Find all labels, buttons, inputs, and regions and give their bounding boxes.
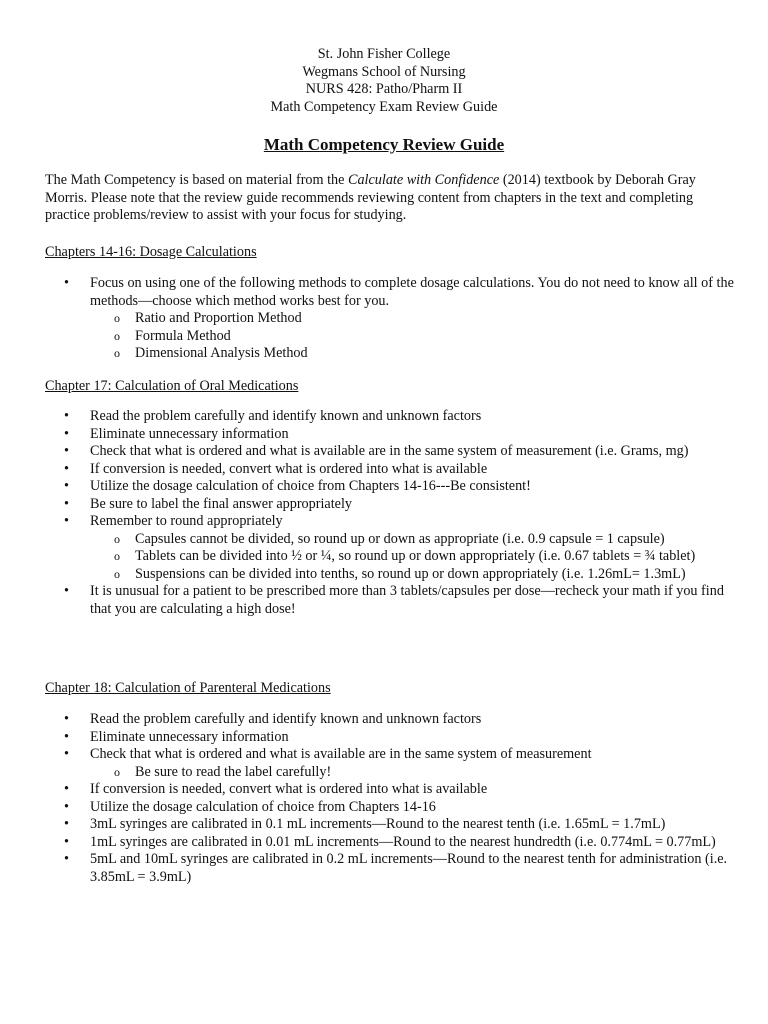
list-item: • Eliminate unnecessary information bbox=[64, 728, 289, 745]
bullet-icon: • bbox=[64, 460, 69, 477]
section-heading: Chapter 18: Calculation of Parenteral Medications bbox=[45, 680, 331, 696]
list-item: • Read the problem carefully and identify known and unknown factors bbox=[64, 408, 482, 424]
list-item: • 5mL and 10mL syringes are calibrated in 0.2 mL increments—Round to the nearest tenth for administration (i.e. 3.85mL = 3.9mL) bbox=[64, 851, 728, 885]
bullet-icon: • bbox=[64, 583, 69, 599]
circle-bullet-icon: o bbox=[114, 764, 120, 779]
list-item: • Focus on using one of the following methods to complete dosage calculations. You do not need to know all of the methods—choose which method works best for you. o Ratio and Proportion Method o Formula Method o Dimensional Analysis Method bbox=[45, 275, 735, 363]
circle-bullet-icon: o bbox=[114, 531, 120, 546]
bullet-icon: • bbox=[64, 408, 69, 424]
header-line: NURS 428: Patho/Pharm II bbox=[305, 81, 463, 97]
bullet-icon: • bbox=[64, 728, 69, 745]
list-item: • Check that what is ordered and what is available are in the same system of measurement (i.e. Grams, mg) bbox=[64, 443, 689, 459]
list-item: • If conversion is needed, convert what is ordered into what is available bbox=[64, 781, 488, 797]
bullet-icon: • bbox=[64, 781, 69, 797]
list-item: • Utilize the dosage calculation of choice from Chapters 14-16 bbox=[64, 798, 436, 815]
sub-list bbox=[90, 764, 735, 782]
bullet-icon: • bbox=[64, 495, 69, 512]
circle-bullet-icon: o bbox=[114, 549, 120, 563]
sub-list-item: o Tablets can be divided into ½ or ¼, so round up or down appropriately (i.e. 0.67 tablets = ¾ tablet) bbox=[114, 548, 696, 564]
list-item: • Be sure to label the final answer appropriately bbox=[64, 495, 352, 512]
header-line: Wegmans School of Nursing bbox=[302, 63, 466, 80]
bullet-icon: • bbox=[64, 513, 69, 529]
header-line: St. John Fisher College bbox=[317, 46, 451, 62]
section-heading: Chapter 17: Calculation of Oral Medications bbox=[45, 378, 299, 394]
bullet-icon: • bbox=[64, 443, 69, 459]
bullet-icon: • bbox=[64, 478, 69, 494]
book-title: Calculate with Confidence bbox=[347, 172, 500, 188]
intro-paragraph: The Math Competency is based on material from the Calculate with Confidence (2014) textbook by Deborah Gray Morris. Please note that the review guide recommends reviewing content from chapters in the text and completing practice problems/review to assist with your focus for studying. bbox=[45, 172, 696, 223]
bullet-list bbox=[45, 408, 735, 618]
list-item: • 3mL syringes are calibrated in 0.1 mL increments—Round to the nearest tenth (i.e. 1.65mL = 1.7mL) bbox=[64, 816, 666, 832]
bullet-icon: • bbox=[64, 798, 69, 815]
bullet-icon: • bbox=[64, 746, 69, 762]
circle-bullet-icon: o bbox=[114, 566, 120, 581]
list-item: • Check that what is ordered and what is available are in the same system of measurement o Be sure to read the label carefully! bbox=[45, 746, 735, 781]
list-item: • It is unusual for a patient to be prescribed more than 3 tablets/capsules per dose—recheck your math if you find that you are calculating a high dose! bbox=[64, 583, 724, 617]
list-item: • Read the problem carefully and identify known and unknown factors bbox=[64, 711, 482, 727]
sub-list-item: o Be sure to read the label carefully! bbox=[114, 763, 332, 780]
bullet-icon: • bbox=[64, 816, 69, 832]
bullet-icon: • bbox=[64, 851, 69, 867]
list-item: • Remember to round appropriately o Capsules cannot be divided, so round up or down as appropriate (i.e. 0.9 capsule = 1 capsule) o Tablets can be divided into ½ or ¼, so round up or down appropriately (i.e. 0.67 tablets = ¾ tablet) o Suspensions can be divided into tenths, so round up or down appropriately (i.e. 1.26mL= 1.3mL) bbox=[45, 513, 735, 583]
bullet-icon: • bbox=[64, 711, 69, 727]
sub-list-item: o Ratio and Proportion Method bbox=[114, 310, 302, 326]
sub-list bbox=[90, 310, 735, 363]
sub-list-item: o Formula Method bbox=[114, 327, 231, 344]
sub-list-item: o Dimensional Analysis Method bbox=[114, 345, 308, 361]
circle-bullet-icon: o bbox=[114, 328, 120, 343]
list-item: • Eliminate unnecessary information bbox=[64, 425, 289, 442]
section-heading: Chapters 14-16: Dosage Calculations bbox=[45, 244, 257, 260]
bullet-list bbox=[45, 711, 735, 886]
sub-list-item: o Suspensions can be divided into tenths, so round up or down appropriately (i.e. 1.26mL= 1.3mL) bbox=[114, 565, 686, 582]
header-line: Math Competency Exam Review Guide bbox=[270, 98, 498, 115]
sub-list-item: o Capsules cannot be divided, so round up or down as appropriate (i.e. 0.9 capsule = 1 capsule) bbox=[114, 530, 665, 547]
list-item: • Utilize the dosage calculation of choice from Chapters 14-16---Be consistent! bbox=[64, 478, 531, 494]
circle-bullet-icon: o bbox=[114, 346, 120, 360]
circle-bullet-icon: o bbox=[114, 311, 120, 325]
sub-list bbox=[90, 531, 735, 584]
document-title: Math Competency Review Guide bbox=[263, 135, 505, 154]
list-item: • If conversion is needed, convert what is ordered into what is available bbox=[64, 460, 488, 477]
bullet-icon: • bbox=[64, 275, 69, 291]
bullet-list bbox=[45, 275, 735, 363]
bullet-icon: • bbox=[64, 425, 69, 442]
bullet-icon: • bbox=[64, 833, 69, 850]
list-item: • 1mL syringes are calibrated in 0.01 mL increments—Round to the nearest hundredth (i.e. 0.774mL = 0.77mL) bbox=[64, 833, 716, 850]
header-block bbox=[0, 46, 768, 116]
